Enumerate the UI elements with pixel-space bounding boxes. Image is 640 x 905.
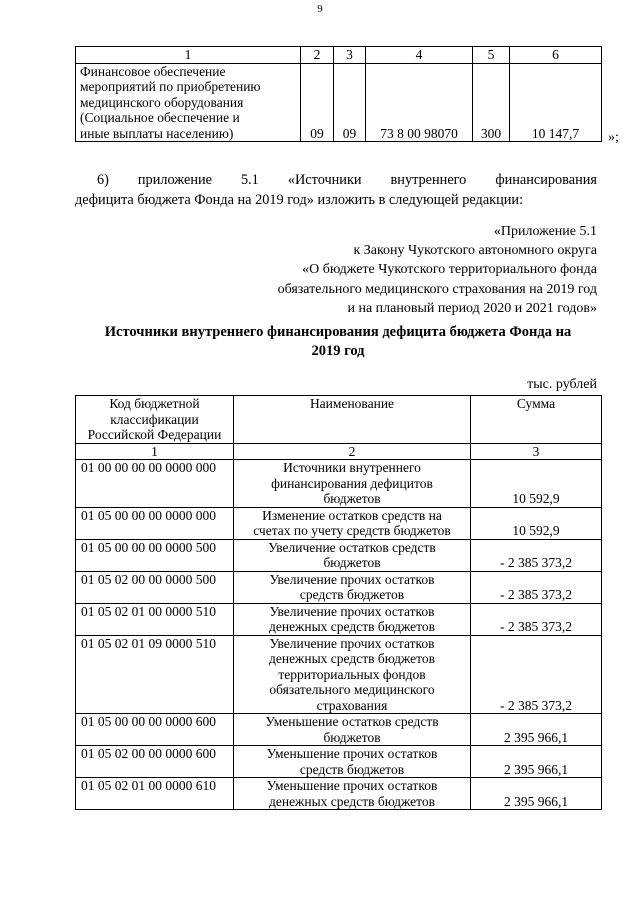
row-sum: - 2 385 373,2 bbox=[471, 571, 602, 603]
header-code: Код бюджетной классификации Российской Федерации bbox=[76, 396, 234, 444]
target-article-code: 73 8 00 98070 bbox=[366, 63, 473, 142]
table-row bbox=[76, 635, 602, 714]
table-row bbox=[76, 714, 602, 746]
table-row bbox=[76, 746, 602, 778]
row-sum: - 2 385 373,2 bbox=[471, 603, 602, 635]
amendment-paragraph: 6) приложение 5.1 «Источники внутреннего финансирования дефицита бюджета Фонда на 2019 год» изложить в следующей редакции: bbox=[75, 172, 597, 208]
column-number: 1 bbox=[76, 443, 234, 460]
header-name: Наименование bbox=[234, 396, 471, 444]
column-number-row bbox=[76, 443, 602, 460]
financing-sources-table bbox=[75, 395, 602, 810]
table-row bbox=[76, 507, 602, 539]
closing-quote: »; bbox=[608, 130, 619, 145]
table-row bbox=[76, 778, 602, 810]
budget-code: 01 05 02 00 00 0000 500 bbox=[76, 571, 234, 603]
table-row bbox=[76, 63, 602, 142]
amount: 10 147,7 bbox=[510, 63, 602, 142]
row-name: Уменьшение прочих остатков денежных средств бюджетов bbox=[234, 778, 471, 810]
table-row bbox=[76, 603, 602, 635]
row-name: Уменьшение остатков средств бюджетов bbox=[234, 714, 471, 746]
header-sum: Сумма bbox=[471, 396, 602, 444]
row-name: Изменение остатков средств на счетах по учету средств бюджетов bbox=[234, 507, 471, 539]
row-sum: - 2 385 373,2 bbox=[471, 539, 602, 571]
item-name: Финансовое обеспечение мероприятий по приобретению медицинского оборудования (Социальное обеспечение и иные выплаты населению) bbox=[76, 63, 301, 142]
table-row bbox=[76, 539, 602, 571]
column-number: 3 bbox=[334, 47, 366, 64]
budget-code: 01 05 02 00 00 0000 600 bbox=[76, 746, 234, 778]
budget-code: 01 05 00 00 00 0000 500 bbox=[76, 539, 234, 571]
expenditure-table-fragment bbox=[75, 46, 602, 142]
table-row bbox=[76, 571, 602, 603]
budget-code: 01 05 00 00 00 0000 600 bbox=[76, 714, 234, 746]
budget-code: 01 05 02 01 00 0000 510 bbox=[76, 603, 234, 635]
appendix-reference: «Приложение 5.1 к Закону Чукотского автономного округа «О бюджете Чукотского территориального фонда обязательного медицинского страхования на 2019 год и на плановый период 2020 и 2021 годов» bbox=[277, 224, 597, 316]
row-sum: 10 592,9 bbox=[471, 460, 602, 508]
row-name: Увеличение прочих остатков денежных средств бюджетов bbox=[234, 603, 471, 635]
column-number: 2 bbox=[234, 443, 471, 460]
row-name: Уменьшение прочих остатков средств бюджетов bbox=[234, 746, 471, 778]
row-name: Увеличение прочих остатков средств бюджетов bbox=[234, 571, 471, 603]
page-number: 9 bbox=[317, 3, 323, 15]
column-number: 1 bbox=[76, 47, 301, 64]
row-sum: 10 592,9 bbox=[471, 507, 602, 539]
budget-code: 01 05 00 00 00 0000 000 bbox=[76, 507, 234, 539]
expense-type-code: 300 bbox=[473, 63, 510, 142]
section-code: 09 bbox=[301, 63, 334, 142]
budget-code: 01 00 00 00 00 0000 000 bbox=[76, 460, 234, 508]
document-heading: Источники внутреннего финансирования дефицита бюджета Фонда на 2019 год bbox=[104, 324, 572, 359]
units-label: тыс. рублей bbox=[527, 377, 597, 392]
row-name: Увеличение прочих остатков денежных средств бюджетов территориальных фондов обязательного медицинского страхования bbox=[234, 635, 471, 714]
column-number: 4 bbox=[366, 47, 473, 64]
subsection-code: 09 bbox=[334, 63, 366, 142]
table-row bbox=[76, 460, 602, 508]
column-number: 6 bbox=[510, 47, 602, 64]
table-header-row bbox=[76, 47, 602, 64]
row-sum: 2 395 966,1 bbox=[471, 778, 602, 810]
column-number: 5 bbox=[473, 47, 510, 64]
row-name: Увеличение остатков средств бюджетов bbox=[234, 539, 471, 571]
budget-code: 01 05 02 01 00 0000 610 bbox=[76, 778, 234, 810]
column-number: 2 bbox=[301, 47, 334, 64]
row-sum: 2 395 966,1 bbox=[471, 746, 602, 778]
budget-code: 01 05 02 01 09 0000 510 bbox=[76, 635, 234, 714]
row-name: Источники внутреннего финансирования дефицитов бюджетов bbox=[234, 460, 471, 508]
table-header-row bbox=[76, 396, 602, 444]
row-sum: 2 395 966,1 bbox=[471, 714, 602, 746]
column-number: 3 bbox=[471, 443, 602, 460]
row-sum: - 2 385 373,2 bbox=[471, 635, 602, 714]
